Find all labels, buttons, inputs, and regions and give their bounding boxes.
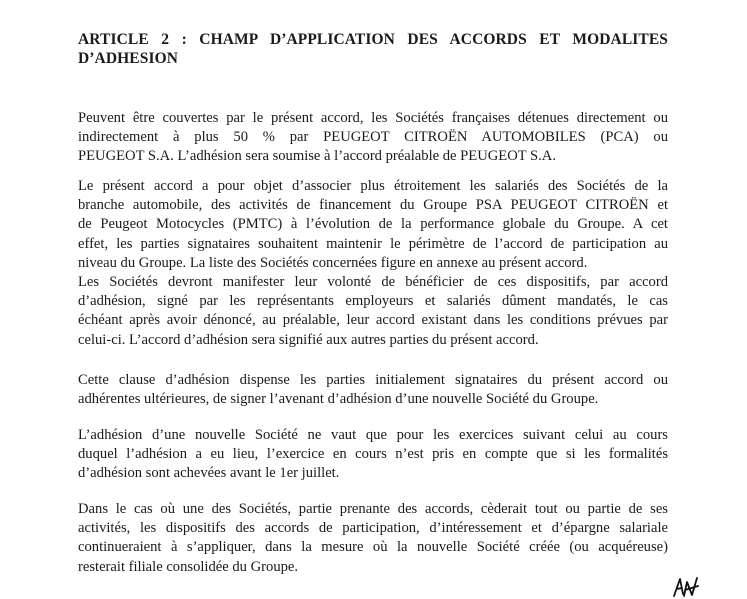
- text-line: duquel l’adhésion a eu lieu, l’exercice en cours n’est pris en compte que si les formalités: [78, 446, 668, 463]
- text-line: de Peugeot Motocycles (PMTC) à l’évolution de la performance globale du Groupe. A cet: [78, 216, 668, 233]
- text-line: Le présent accord a pour objet d’associer plus étroitement les salariés des Sociétés de la: [78, 178, 668, 194]
- paragraph-divestiture: [78, 500, 668, 577]
- text-line: niveau du Groupe. La liste des Sociétés concernées figure en annexe au présent accord.: [78, 254, 588, 271]
- text-line: L’adhésion d’une nouvelle Société ne vaut que pour les exercices suivant celui au cours: [78, 427, 668, 443]
- paragraph-scope: [78, 109, 668, 167]
- text-line: PEUGEOT S.A. L’adhésion sera soumise à l’accord préalable de PEUGEOT S.A.: [78, 148, 556, 165]
- handwritten-initials: [672, 576, 700, 598]
- text-line: échéant après avoir dénoncé, au préalable, leur accord existant dans les conditions prévues par: [78, 312, 668, 329]
- text-line: d’adhésion, signé par les représentants employeurs et salariés dûment mandatés, le cas: [78, 293, 668, 310]
- text-line: celui-ci. L’accord d’adhésion sera signifié aux autres parties du présent accord.: [78, 331, 539, 348]
- article-heading: [78, 30, 668, 68]
- article-heading-line-2: D’ADHESION: [78, 50, 179, 67]
- paragraph-adhesion-clause: [78, 371, 668, 409]
- text-line: branche automobile, des activités de financement du Groupe PSA PEUGEOT CITROËN et: [78, 197, 668, 214]
- text-line: resterait filiale consolidée du Groupe.: [78, 558, 299, 575]
- text-line: Dans le cas où une des Sociétés, partie prenante des accords, cèderait tout ou partie de ses: [78, 501, 668, 517]
- text-line: effet, les parties signataires souhaitent maintenir le périmètre de l’accord de participation au: [78, 235, 668, 252]
- text-line: Les Sociétés devront manifester leur volonté de bénéficier de ces dispositifs, par accord: [78, 274, 668, 290]
- text-line: d’adhésion sont achevées avant le 1er juillet.: [78, 465, 340, 482]
- paragraph-new-company: [78, 426, 668, 484]
- text-line: adhérentes ultérieures, de signer l’avenant d’adhésion d’une nouvelle Société du Groupe.: [78, 391, 599, 408]
- text-line: Peuvent être couvertes par le présent accord, les Sociétés françaises détenues directement ou: [78, 110, 668, 126]
- paragraph-purpose: [78, 177, 668, 273]
- text-line: continueraient à s’appliquer, dans la mesure où la nouvelle Société créée (ou acquéreuse): [78, 539, 668, 556]
- text-line: Cette clause d’adhésion dispense les parties initialement signataires du présent accord ou: [78, 372, 668, 388]
- paragraph-adhesion-agreement: [78, 273, 668, 350]
- article-heading-line-1: ARTICLE 2 : CHAMP D’APPLICATION DES ACCORDS ET MODALITES: [78, 31, 668, 48]
- text-line: activités, les dispositifs des accords de participation, d’intéressement et d’épargne salariale: [78, 520, 668, 537]
- text-line: indirectement à plus 50 % par PEUGEOT CITROËN AUTOMOBILES (PCA) ou: [78, 129, 668, 146]
